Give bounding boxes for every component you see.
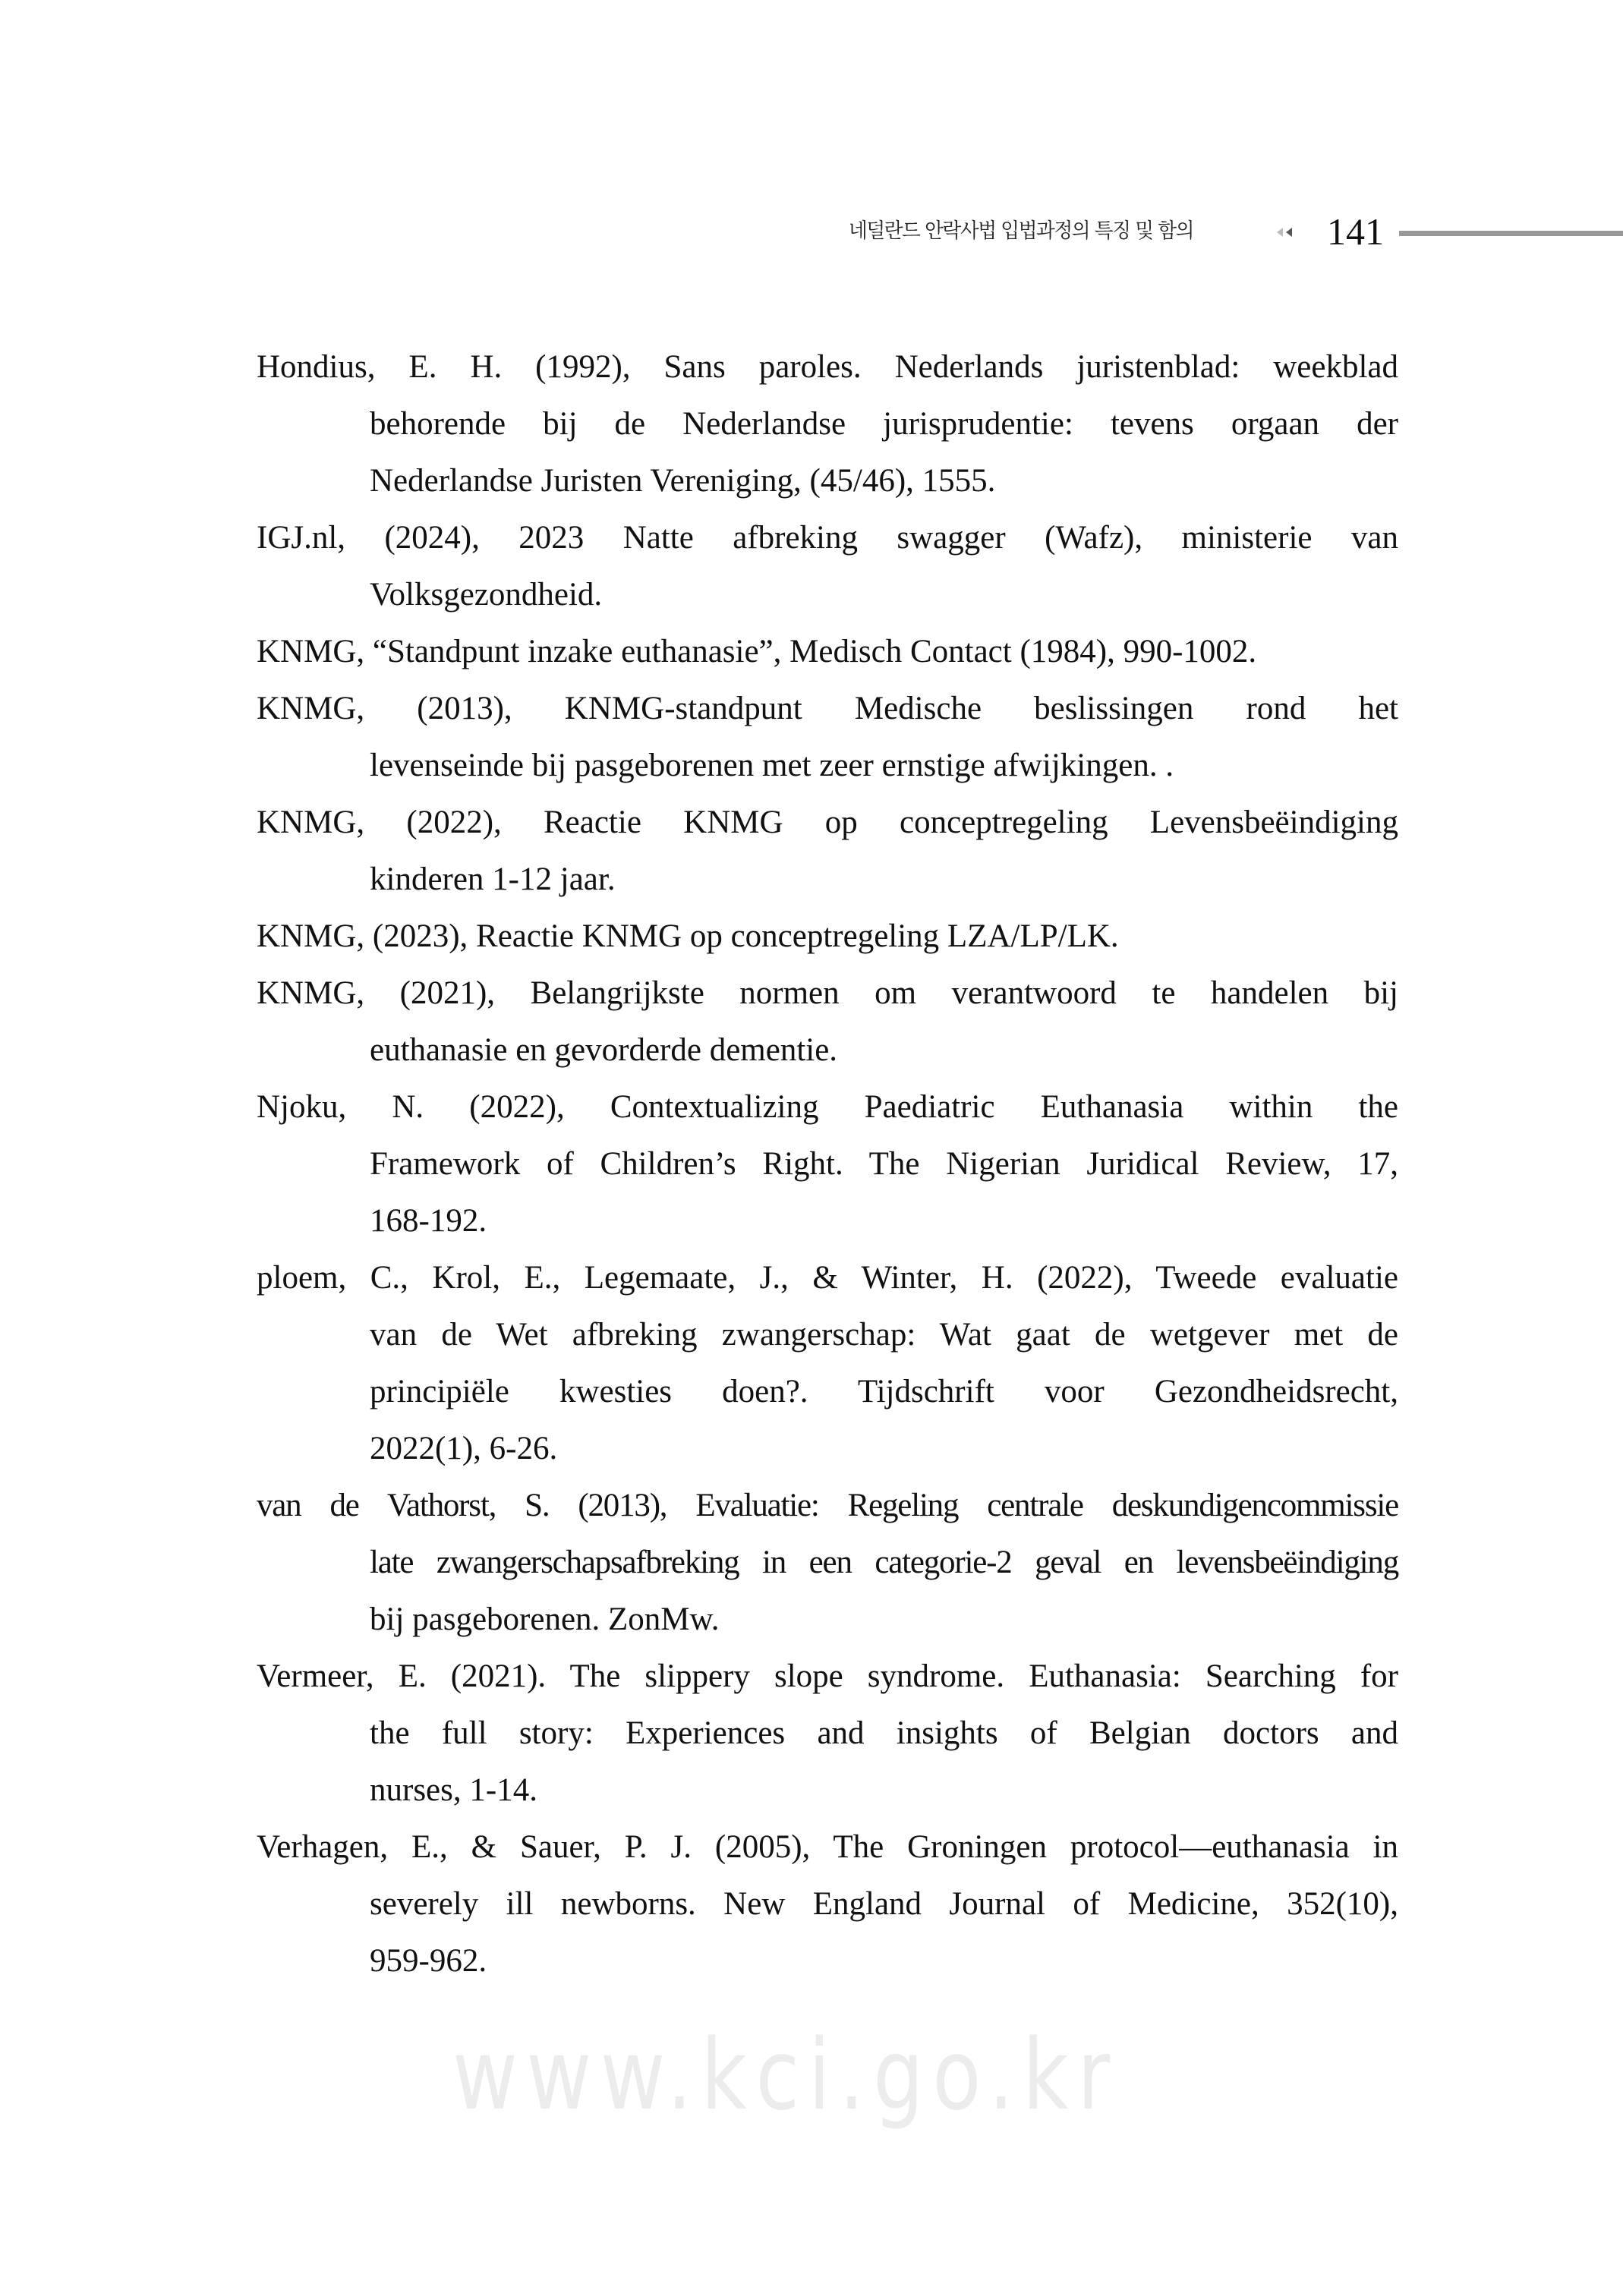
reference-continuation-line: behorende bij de Nederlandse jurisprudentie: tevens orgaan der: [370, 406, 1398, 442]
reference-continuation-line: bij pasgeborenen. ZonMw.: [370, 1602, 720, 1637]
double-left-triangle-icon: [1274, 225, 1297, 240]
reference-continuation-line: the full story: Experiences and insights of Belgian doctors and: [370, 1715, 1398, 1751]
reference-continuation-line: severely ill newborns. New England Journal of Medicine, 352(10),: [370, 1886, 1398, 1922]
watermark: www.kci.go.kr: [452, 2019, 1119, 2132]
reference-first-line: KNMG, “Standpunt inzake euthanasie”, Medisch Contact (1984), 990-1002.: [257, 634, 1257, 669]
reference-continuation-line: Framework of Children’s Right. The Nigerian Juridical Review, 17,: [370, 1146, 1398, 1182]
reference-first-line: Njoku, N. (2022), Contextualizing Paediatric Euthanasia within the: [257, 1089, 1398, 1125]
reference-first-line: KNMG, (2021), Belangrijkste normen om verantwoord te handelen bij: [257, 975, 1398, 1011]
page-number: 141: [1327, 210, 1384, 253]
reference-first-line: Hondius, E. H. (1992), Sans paroles. Nederlands juristenblad: weekblad: [257, 349, 1398, 385]
reference-first-line: KNMG, (2013), KNMG-standpunt Medische beslissingen rond het: [257, 691, 1398, 726]
reference-first-line: KNMG, (2023), Reactie KNMG op conceptregeling LZA/LP/LK.: [257, 918, 1119, 954]
reference-continuation-line: Volksgezondheid.: [370, 577, 603, 613]
reference-continuation-line: 2022(1), 6-26.: [370, 1431, 558, 1466]
reference-continuation-line: 959-962.: [370, 1943, 487, 1979]
reference-first-line: IGJ.nl, (2024), 2023 Natte afbreking swagger (Wafz), ministerie van: [257, 520, 1398, 556]
reference-continuation-line: 168-192.: [370, 1203, 487, 1239]
reference-first-line: Vermeer, E. (2021). The slippery slope syndrome. Euthanasia: Searching for: [257, 1658, 1398, 1694]
reference-first-line: ploem, C., Krol, E., Legemaate, J., & Winter, H. (2022), Tweede evaluatie: [257, 1260, 1398, 1296]
running-title: 네덜란드 안락사법 입법과정의 특징 및 함의: [849, 219, 1193, 243]
reference-continuation-line: kinderen 1-12 jaar.: [370, 861, 616, 897]
reference-continuation-line: Nederlandse Juristen Vereniging, (45/46), 1555.: [370, 463, 996, 499]
reference-continuation-line: euthanasie en gevorderde dementie.: [370, 1032, 838, 1068]
running-header: [849, 210, 1384, 253]
reference-continuation-line: van de Wet afbreking zwangerschap: Wat gaat de wetgever met de: [370, 1317, 1398, 1353]
reference-first-line: Verhagen, E., & Sauer, P. J. (2005), The Groningen protocol—euthanasia in: [257, 1829, 1398, 1865]
reference-continuation-line: late zwangerschapsafbreking in een categorie-2 geval en levensbeëindiging: [370, 1545, 1398, 1580]
reference-continuation-line: nurses, 1-14.: [370, 1772, 537, 1808]
reference-continuation-line: levenseinde bij pasgeborenen met zeer ernstige afwijkingen. .: [370, 748, 1174, 783]
header-rule: [1399, 231, 1623, 236]
reference-first-line: van de Vathorst, S. (2013), Evaluatie: Regeling centrale deskundigencommissie: [257, 1488, 1398, 1523]
reference-first-line: KNMG, (2022), Reactie KNMG op conceptregeling Levensbeëindiging: [257, 805, 1398, 840]
reference-continuation-line: principiële kwesties doen?. Tijdschrift voor Gezondheidsrecht,: [370, 1374, 1398, 1409]
